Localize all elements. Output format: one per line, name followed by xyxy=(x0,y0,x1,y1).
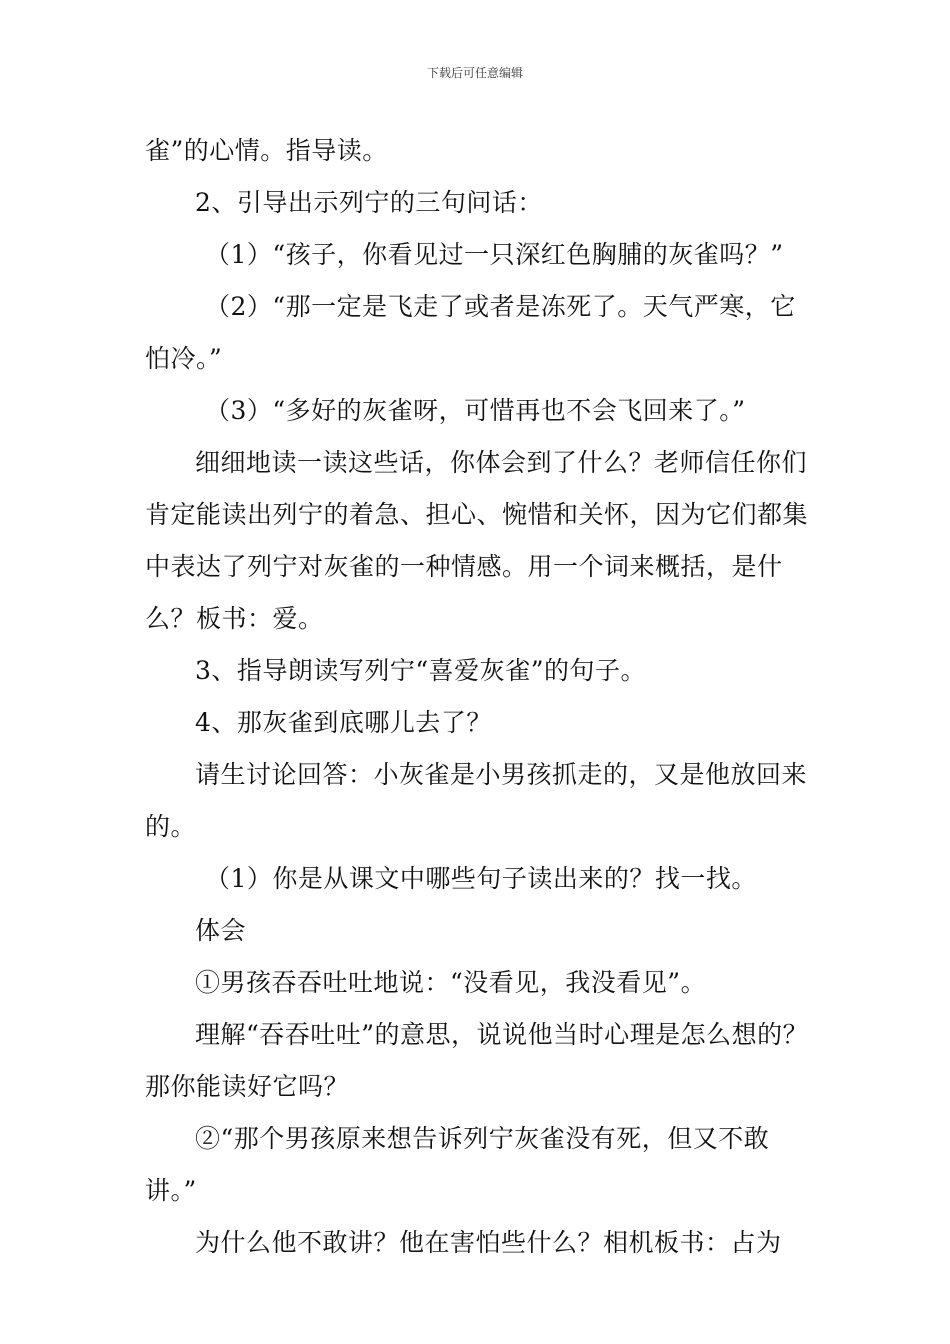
quote-1: （1）“孩子，你看见过一只深红色胸脯的灰雀吗？” xyxy=(205,240,784,269)
paragraph-sentence-2: ②“那个男孩原来想告诉列宁灰雀没有死，但又不敢讲。” xyxy=(145,1124,770,1205)
paragraph-discussion: 请生讨论回答：小灰雀是小男孩抓走的，又是他放回来的。 xyxy=(145,760,808,841)
quote-3: （3）“多好的灰雀呀，可惜再也不会飞回来了。” xyxy=(205,396,746,425)
page-header: 下载后可任意编辑 xyxy=(426,66,523,80)
paragraph-step-3: 3、指导朗读写列宁“喜爱灰雀”的句子。 xyxy=(195,656,646,685)
paragraph-understand: 理解“吞吞吐吐”的意思，说说他当时心理是怎么想的？那你能读好它吗？ xyxy=(145,1020,809,1101)
paragraph-step-2: 2、引导出示列宁的三句问话： xyxy=(195,188,543,217)
quote-2: （2）“那一定是飞走了或者是冻死了。天气严寒，它怕冷。” xyxy=(145,292,796,373)
paragraph-continuation: 雀”的心情。指导读。 xyxy=(145,136,388,165)
paragraph-analysis: 细细地读一读这些话，你体会到了什么？老师信任你们肯定能读出列宁的着急、担心、惋惜和关怀，因为它们都集中表达了列宁对灰雀的一种情感。用一个词来概括，是什么？板书：爱。 xyxy=(145,448,809,633)
paragraph-step-4: 4、那灰雀到底哪儿去了？ xyxy=(195,708,492,737)
document-body xyxy=(145,125,810,1269)
paragraph-experience: 体会 xyxy=(195,916,247,945)
paragraph-why: 为什么他不敢讲？他在害怕些什么？相机板书：占为 xyxy=(195,1228,782,1257)
paragraph-question-1: （1）你是从课文中哪些句子读出来的？找一找。 xyxy=(205,864,757,893)
paragraph-sentence-1: ①男孩吞吞吐吐地说：“没看见，我没看见”。 xyxy=(195,968,707,997)
